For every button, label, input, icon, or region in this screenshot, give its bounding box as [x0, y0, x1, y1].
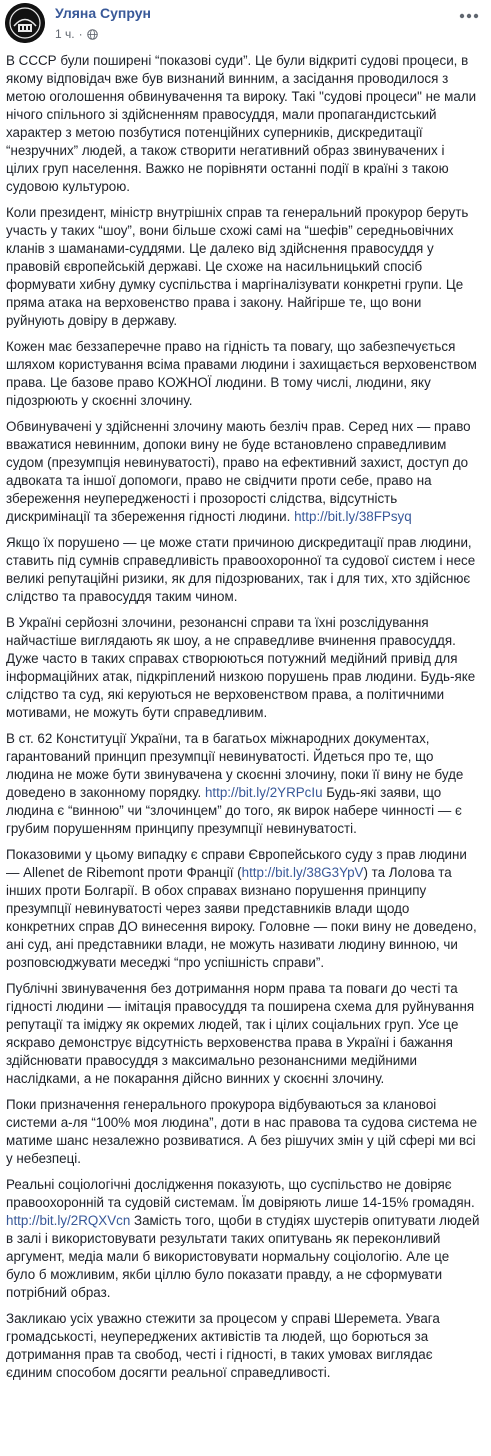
paragraph-text: Показовими у цьому випадку є справи Європейського суду з прав людини — Allenet de Ribemont проти Франції (	[6, 847, 467, 880]
post-paragraph	[6, 980, 480, 1088]
more-options-icon[interactable]	[457, 8, 481, 24]
paragraph-text: Коли президент, міністр внутрішніх справ та генеральний прокурор беруть участь у таких “шоу”, вони більше схожі самі на “шефів” середньовічних кланів з шаманами-суддями. Це далеко від здійснення правосуддя у правовій європейській державі. Це схоже на насильницький спосіб формувати хибну думку суспільства і маргіналізувати конкретні групи. Це пряма атака на верховенство права і закону. Найгірше те, що вони руйнують довіру в державу.	[6, 205, 469, 328]
post-paragraph	[6, 614, 480, 722]
post-meta	[55, 27, 98, 41]
paragraph-text: Будь-які заяви, що людина є “винною” чи “злочинцем” до того, як вирок набере чинності — є грубим порушенням принципу презумпції невинуватості.	[6, 785, 462, 836]
paragraph-text: Поки призначення генерального прокурора відбуваються за клановоі системи а-ля “100% моя людина”, доти в нас правова та судова система не матиме шанс незалежно розвиватися. А без рішучих змін у цій сфері ми всі у небезпеці.	[6, 1097, 478, 1166]
avatar-emblem-icon	[5, 3, 45, 43]
meta-separator: ·	[78, 27, 83, 41]
post-link[interactable]: http://bit.ly/38FPsyq	[294, 509, 412, 524]
post-body	[6, 52, 480, 1390]
post-paragraph	[6, 418, 480, 526]
post-timestamp[interactable]: 1 ч.	[55, 27, 75, 41]
post-paragraph	[6, 534, 480, 606]
post-paragraph	[6, 204, 480, 330]
globe-icon[interactable]	[87, 29, 98, 40]
post-link[interactable]: http://bit.ly/38G3YpV	[241, 865, 364, 880]
author-name-link[interactable]: Уляна Супрун	[55, 5, 151, 21]
paragraph-text: Якщо їх порушено — це може стати причиною дискредитації прав людини, ставить під сумнів справедливість правоохоронної та судової систем і несе великі репутаційні ризики, як для підозрюваних, так і для тих, хто здійснює слідство та правосуддя таким чином.	[6, 535, 476, 604]
paragraph-text: Обвинувачені у здійсненні злочину мають безліч прав. Серед них — право вважатися невинним, допоки вину не буде встановлено справедливим судом (презумпція невинуватості), право на ефективний захист, доступ до адвоката та іншої допомоги, право не свідчити проти себе, право на збереження неупередженості і прозорості слідства, відсутність дискримінації та збереження гідності людини.	[6, 419, 471, 524]
post-paragraph	[6, 846, 480, 972]
post-link[interactable]: http://bit.ly/2RQXVcn	[6, 1213, 131, 1228]
paragraph-text: В ст. 62 Конституції України, та в багатьох міжнародних документах, гарантований принцип презумпції невинуватості. Йдеться про те, що людина не може бути звинувачена у скоєнні злочину, поки її вину не буде доведено в законному порядку.	[6, 731, 464, 800]
post-paragraph	[6, 338, 480, 410]
post-link[interactable]: http://bit.ly/2YRPcIu	[204, 785, 323, 800]
post-paragraph	[6, 1096, 480, 1168]
post-paragraph	[6, 730, 480, 838]
paragraph-text: Реальні соціологічні дослідження показують, що суспільство не довіряє правоохоронній та судовій системам. Їм довіряють лише 14-15% громадян.	[6, 1177, 475, 1210]
paragraph-text: ) та Лолова та інших проти Болгарії. В обох справах визнано порушення принципу презумпції невинуватості через заяви представників влади щодо конкретних справ ДО винесення вироку. Головне — поки вину не доведено, ані суд, ані представники влади, не можуть називати людину винною, чи розповсюджувати меседжі “про успішність справи”.	[6, 865, 477, 970]
paragraph-text: В СССР були поширені “показові суди”. Це були відкриті судові процеси, в якому відповідач вже був визнаний винним, а засідання проводилося з метою оголошення обвинувачення та вироку. Такі "судові процеси" не мали нічого спільного зі здійсненням правосуддя, мали пропагандистський характер з метою позбутися потенційних суперників, дискредитації “незручних” людей, а також створити негативний образ звинувачених і цілих груп населення. Важко не порівняти останні події в країні з такою судовою культурою.	[6, 53, 477, 194]
author-avatar[interactable]	[5, 3, 45, 43]
paragraph-text: Закликаю усіх уважно стежити за процесом у справі Шеремета. Увага громадськості, неупереджених активістів та людей, що борються за дотримання прав та свобод, честі і гідності, в таких умовах виглядає єдиним способом досягти реальної справедливості.	[6, 1311, 440, 1380]
post-paragraph	[6, 52, 480, 196]
post-paragraph	[6, 1176, 480, 1302]
paragraph-text: Кожен має беззаперечне право на гідність та повагу, що забезпечується шляхом користування всіма правами людини і захищається верховенством права. Це базове право КОЖНОЇ людини. В тому числі, людини, яку підозрюють у скоєнні злочину.	[6, 339, 477, 408]
post-paragraph	[6, 1310, 480, 1382]
paragraph-text: Публічні звинувачення без дотримання норм права та поваги до честі та гідності людини — імітація правосуддя та поширена схема для руйнування репутації та іміджу як окремих людей, так і цілих соціальних груп. Усе це яскраво демонструє відсутність верховенства права в Україні і бажання здійснювати правосуддя з максимально резонансними медійними наслідками, а не покарання дійсно винних у скоєнні злочину.	[6, 981, 475, 1086]
post-header	[0, 0, 491, 50]
paragraph-text: Замість того, щоби в студіях шустерів опитувати людей в залі і використовувати результати таких опитувань як переконливий аргумент, медіа мали б використовувати нормальну соціологію. Але це було б можливим, якби ціллю було показати правду, а не сформувати потрібний образ.	[6, 1213, 480, 1300]
paragraph-text: В Україні серйозні злочини, резонансні справи та їхні розслідування найчастіше виглядають як шоу, а не справедливе вчинення правосуддя. Дуже часто в таких справах створюються потужний медійний привід для інформаційних атак, підкріплений низкою порушень прав людини. Будь-яке слідство та суд, які керуються не верховенством права, а політичними мотивами, не можуть бути справедливим.	[6, 615, 476, 720]
